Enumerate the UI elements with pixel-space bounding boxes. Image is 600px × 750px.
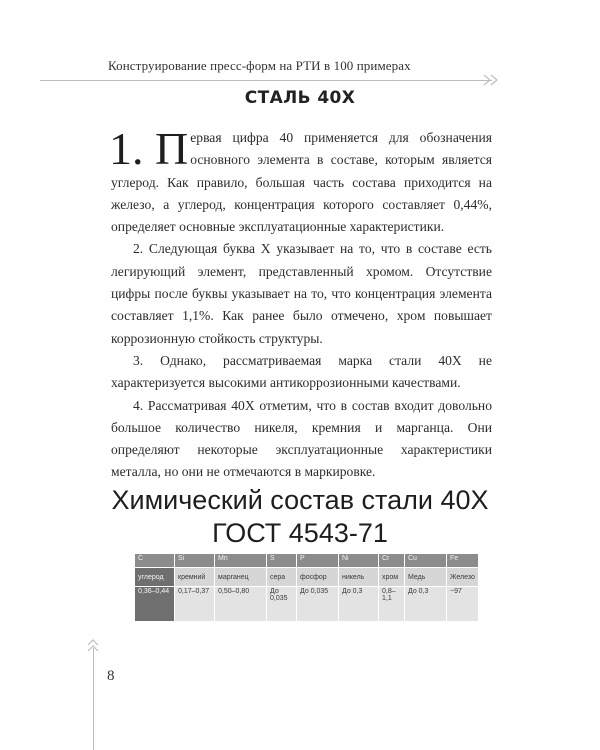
paragraph-2: 2. Следующая буква Х указывает на то, что в составе есть легирующий элемент, представленный хромом. Отсутствие цифры после буквы указывает на то, что концентрация элемента составляет 1,1%. Как ранее было отмечено, хром повышает коррозионную стойкость структуры. bbox=[111, 241, 492, 346]
header-rule bbox=[40, 80, 492, 81]
side-rule bbox=[93, 648, 94, 750]
figure-title-line-1: Химический состав стали 40Х bbox=[111, 485, 489, 515]
table-cell: 0,50–0,80 bbox=[215, 587, 267, 622]
table-cell: сера bbox=[267, 568, 297, 587]
body-text bbox=[109, 123, 492, 484]
table-cell: ~97 bbox=[447, 587, 479, 622]
table-cell: кремний bbox=[175, 568, 215, 587]
paragraph-3: 3. Однако, рассматриваемая марка стали 40Х не характеризуется высокими антикоррозионными качествами. bbox=[111, 352, 492, 391]
table-cell: фосфор bbox=[297, 568, 339, 587]
figure-title-line-2: ГОСТ 4543-71 bbox=[212, 518, 388, 548]
table-header-cell: C bbox=[135, 554, 175, 568]
table-header-cell: P bbox=[297, 554, 339, 568]
table-cell: До 0,035 bbox=[297, 587, 339, 622]
table-header-cell: Ni bbox=[339, 554, 379, 568]
double-chevron-up-icon bbox=[84, 636, 104, 656]
table-cell: хром bbox=[379, 568, 405, 587]
page-number: 8 bbox=[107, 668, 115, 684]
table-cell: углерод bbox=[135, 568, 175, 587]
figure-title bbox=[0, 484, 600, 550]
table-cell: Железо bbox=[447, 568, 479, 587]
table-cell: марганец bbox=[215, 568, 267, 587]
drop-cap: 1. П bbox=[109, 123, 189, 174]
table-header-cell: S bbox=[267, 554, 297, 568]
table-header-cell: Cu bbox=[405, 554, 447, 568]
table-row bbox=[135, 568, 479, 587]
composition-table bbox=[134, 553, 479, 622]
table-row bbox=[135, 587, 479, 622]
table-cell: никель bbox=[339, 568, 379, 587]
table-cell: Медь bbox=[405, 568, 447, 587]
table-header-row bbox=[135, 554, 479, 568]
table-cell: До 0,3 bbox=[339, 587, 379, 622]
paragraph-4: 4. Рассматривая 40Х отметим, что в состав входит довольно большое количество никеля, кремния и марганца. Они определяют некоторые эксплуатационные характеристики металла, но они не отмечаются в маркировке. bbox=[111, 397, 492, 480]
double-chevron-right-icon bbox=[480, 70, 502, 90]
page-title: СТАЛЬ 40Х bbox=[244, 88, 356, 108]
table-header-cell: Cr bbox=[379, 554, 405, 568]
table-header-cell: Mn bbox=[215, 554, 267, 568]
table-cell: До 0,035 bbox=[267, 587, 297, 622]
table-cell: 0,36–0,44 bbox=[135, 587, 175, 622]
paragraph-1 bbox=[109, 123, 492, 238]
table-cell: 0,8–1,1 bbox=[379, 587, 405, 622]
table-header-cell: Fe bbox=[447, 554, 479, 568]
paragraph-1-text: ервая цифра 40 применяется для обозначения основного элемента в составе, которым является углерод. Как правило, большая часть состава приходится на железо, а углерод, концентрация которого составляет 0,44%, определяет основные эксплуатационные характеристики. bbox=[111, 130, 492, 235]
running-head: Конструирование пресс-форм на РТИ в 100 примерах bbox=[108, 58, 411, 73]
table-header-cell: Si bbox=[175, 554, 215, 568]
table-cell: 0,17–0,37 bbox=[175, 587, 215, 622]
table-cell: До 0,3 bbox=[405, 587, 447, 622]
